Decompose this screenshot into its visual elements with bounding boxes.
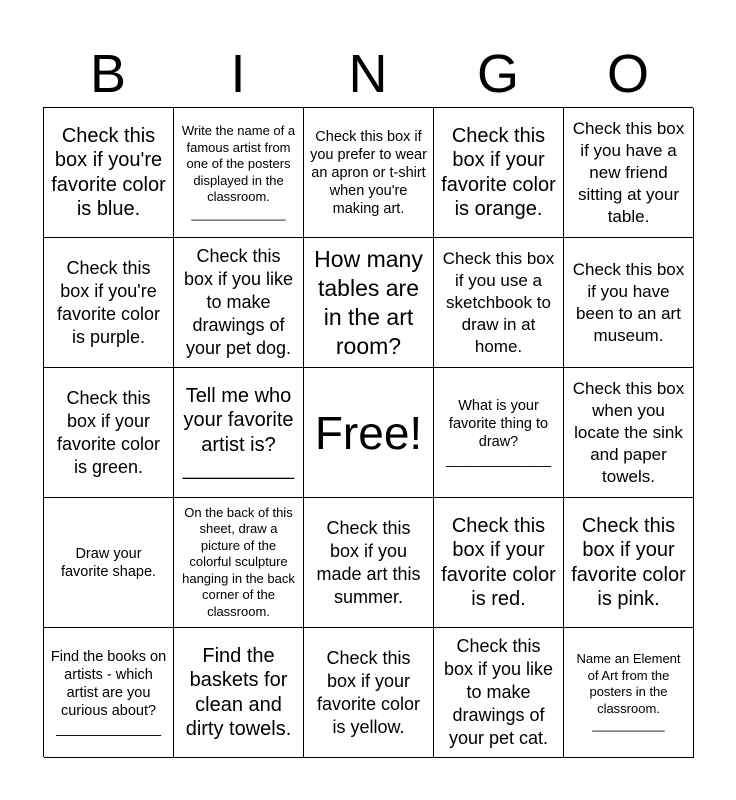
cell-text: Check this box if your favorite color is green. <box>56 387 161 477</box>
cell-text: Check this box when you locate the sink and paper towels. <box>572 378 685 486</box>
bingo-cell[interactable] <box>174 498 304 628</box>
bingo-cell[interactable] <box>434 108 564 238</box>
cell-text: Check this box if your favorite color is yellow. <box>316 647 421 737</box>
cell-text: Check this box if you like to make drawings of your pet cat. <box>443 636 554 748</box>
header-letter-b: B <box>89 44 127 104</box>
cell-text: Check this box if you use a sketchbook to draw in at home. <box>442 248 555 356</box>
header-letter-i: I <box>230 44 246 104</box>
bingo-cell[interactable] <box>564 108 694 238</box>
cell-text: Check this box if you prefer to wear an apron or t-shirt when you're making art. <box>310 128 427 217</box>
bingo-cell[interactable] <box>564 368 694 498</box>
free-space-text: Free! <box>314 406 423 459</box>
cell-text: Check this box if you're favorite color is purple. <box>56 257 161 347</box>
header-letter-o: O <box>606 44 649 104</box>
bingo-cell[interactable] <box>434 368 564 498</box>
cell-text: On the back of this sheet, draw a picture of the colorful sculpture hanging in the back corner of the classroom. <box>182 504 295 619</box>
bingo-card <box>43 107 693 757</box>
cell-text: Tell me who your favorite artist is? __________ <box>182 384 295 480</box>
cell-text: Check this box if you have a new friend sitting at your table. <box>572 118 685 226</box>
bingo-cell[interactable] <box>304 108 434 238</box>
cell-text: Find the baskets for clean and dirty towels. <box>185 644 292 740</box>
cell-text: Draw your favorite shape. <box>60 545 157 580</box>
cell-text: Check this box if your favorite color is red. <box>441 514 556 610</box>
bingo-cell[interactable] <box>304 628 434 758</box>
bingo-cell[interactable] <box>434 238 564 368</box>
cell-text: Check this box if you have been to an art museum. <box>572 259 685 345</box>
bingo-cell[interactable] <box>44 498 174 628</box>
bingo-cell[interactable] <box>564 238 694 368</box>
bingo-cell[interactable] <box>174 108 304 238</box>
bingo-cell[interactable] <box>174 238 304 368</box>
bingo-cell[interactable] <box>564 628 694 758</box>
bingo-cell[interactable] <box>434 628 564 758</box>
cell-text: Find the books on artists - which artist are you curious about? _____________ <box>50 648 167 737</box>
cell-text: Write the name of a famous artist from one of the posters displayed in the classroom. _____________ <box>181 123 296 221</box>
cell-text: Check this box if your favorite color is pink. <box>571 514 686 610</box>
bingo-cell[interactable] <box>44 368 174 498</box>
cell-text: Name an Element of Art from the posters in the classroom. __________ <box>576 651 681 733</box>
cell-text: Check this box if you're favorite color is blue. <box>51 124 166 220</box>
bingo-cell[interactable] <box>564 498 694 628</box>
cell-text: What is your favorite thing to draw? _____________ <box>446 397 551 468</box>
bingo-cell[interactable] <box>44 238 174 368</box>
header-letter-n: N <box>348 44 388 104</box>
bingo-cell[interactable] <box>174 368 304 498</box>
header-letter-g: G <box>476 44 519 104</box>
cell-text: Check this box if you like to make drawings of your pet dog. <box>183 246 294 358</box>
bingo-cell[interactable] <box>174 628 304 758</box>
bingo-cell[interactable] <box>434 498 564 628</box>
cell-text: Check this box if your favorite color is orange. <box>441 124 556 220</box>
bingo-cell[interactable] <box>304 238 434 368</box>
bingo-cell[interactable] <box>304 498 434 628</box>
cell-text: Check this box if you made art this summer. <box>316 517 421 607</box>
cell-text: How many tables are in the art room? <box>314 245 423 359</box>
bingo-cell[interactable] <box>44 628 174 758</box>
bingo-header <box>43 40 693 108</box>
free-space[interactable] <box>304 368 434 498</box>
bingo-cell[interactable] <box>44 108 174 238</box>
